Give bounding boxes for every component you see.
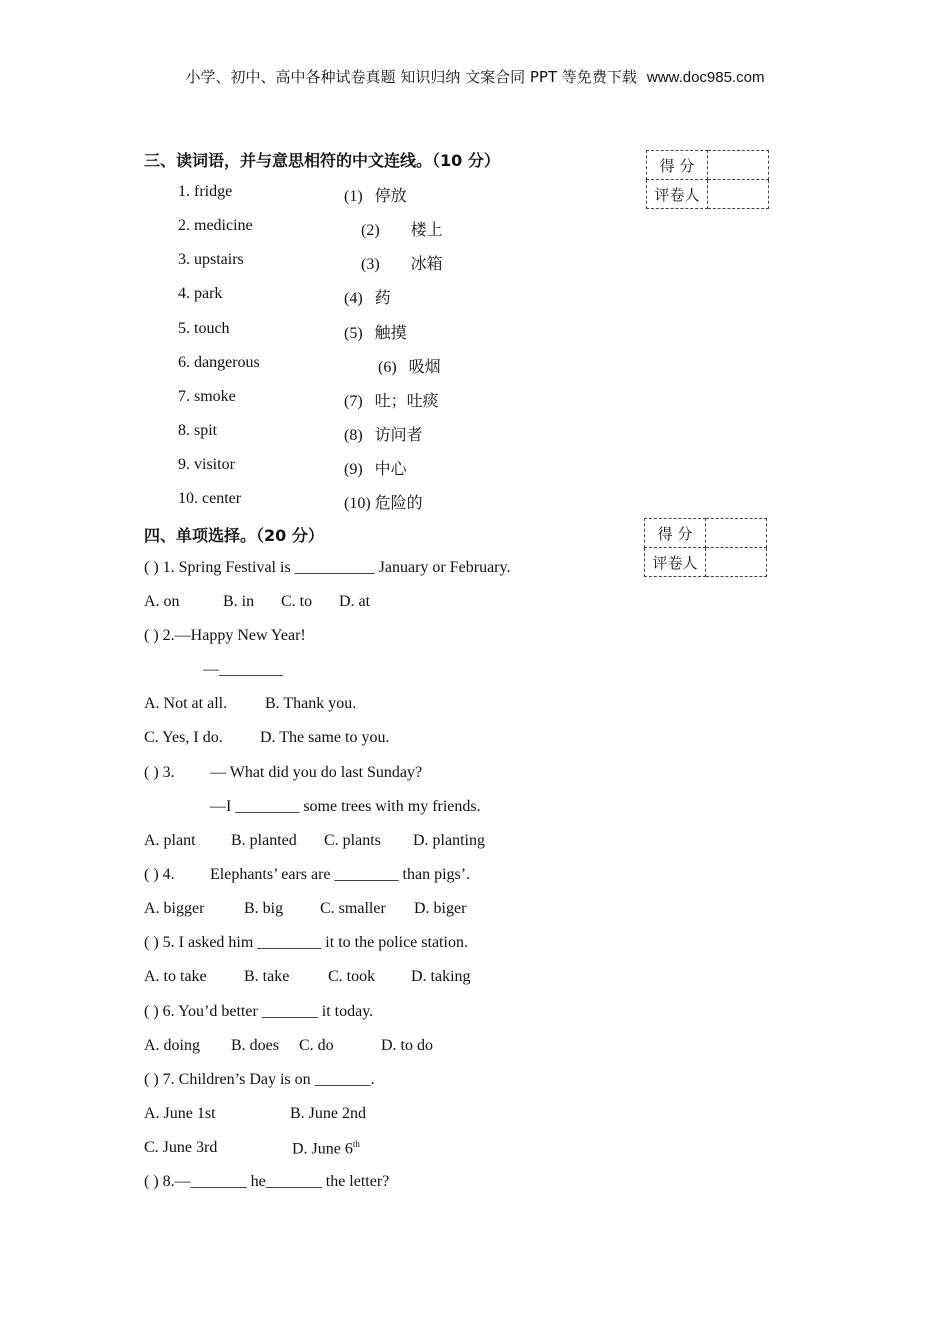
section-3-title: 三、读词语，并与意思相符的中文连线。（10 分） [144,151,500,170]
option: B. in [223,593,255,610]
option: D. biger [414,900,467,917]
meaning-item [344,320,407,343]
option: C. Yes, I do. [144,729,223,746]
question-6: ( ) 6. You’d better _______ it today. [144,1003,374,1020]
question-1: ( ) 1. Spring Festival is __________ January or February. [144,559,511,576]
option: D. to do [381,1037,433,1054]
word-item: 6. dangerous [178,354,260,371]
option: D. at [339,593,371,610]
question-4: ( ) 4. [144,866,175,883]
meaning-text: 冰箱 [410,256,443,273]
option: A. Not at all. [144,695,228,712]
word-item: 7. smoke [178,388,236,405]
option: A. to take [144,968,207,985]
meaning-num: (7) [344,393,363,410]
header-site: www.doc985.com [646,69,765,86]
score-blank [708,151,769,180]
option [292,1139,360,1158]
score-blank [706,519,767,548]
word-item: 10. center [178,490,242,507]
option: B. big [244,900,284,917]
option: B. June 2nd [290,1105,366,1122]
meaning-text: 触摸 [374,325,407,342]
question-3-text: — What did you do last Sunday? [210,764,423,781]
meaning-item [378,354,441,377]
meaning-item [361,217,443,240]
option: C. do [299,1037,334,1054]
answer-blank: —________ [203,661,283,678]
meaning-num: (9) [344,461,363,478]
meaning-num: (10) [344,495,371,512]
question-3-answer: —I ________ some trees with my friends. [210,798,481,815]
option: C. plants [324,832,381,849]
meaning-num: (3) [361,256,380,273]
score-box-section-3 [646,150,769,209]
option: B. does [231,1037,279,1054]
meaning-item [344,456,407,479]
option: C. June 3rd [144,1139,218,1156]
question-3: ( ) 3. [144,764,175,781]
question-5: ( ) 5. I asked him ________ it to the police station. [144,934,468,951]
option: D. planting [413,832,485,849]
meaning-text: 楼上 [410,222,443,239]
meaning-item [344,490,423,513]
meaning-num: (2) [361,222,380,239]
word-item: 8. spit [178,422,218,439]
grader-label: 评卷人 [647,180,708,209]
option: C. took [328,968,376,985]
meaning-text: 药 [374,290,391,307]
meaning-item [344,422,423,445]
meaning-text: 访问者 [374,427,423,444]
word-item: 2. medicine [178,217,253,234]
word-item: 4. park [178,285,223,302]
question-8: ( ) 8.—_______ he_______ the letter? [144,1173,390,1190]
meaning-text: 危险的 [374,495,423,512]
question-4-text: Elephants’ ears are ________ than pigs’. [210,866,471,883]
option: C. smaller [320,900,386,917]
meaning-num: (8) [344,427,363,444]
section-4-title: 四、单项选择。（20 分） [144,526,324,545]
option: A. doing [144,1037,200,1054]
question-2: ( ) 2.—Happy New Year! [144,627,306,644]
meaning-item [344,183,407,206]
header-text: 小学、初中、高中各种试卷真题 知识归纳 文案合同 PPT 等免费下载 [185,68,637,86]
score-label: 得 分 [647,151,708,180]
meaning-item [344,285,391,308]
word-item: 3. upstairs [178,251,244,268]
grader-blank [708,180,769,209]
score-label: 得 分 [645,519,706,548]
option: B. take [244,968,290,985]
word-item: 1. fridge [178,183,233,200]
meaning-num: (1) [344,188,363,205]
meaning-text: 吸烟 [408,359,441,376]
meaning-item [344,388,439,411]
page-header [0,66,950,87]
option-superscript: th [352,1139,360,1149]
meaning-num: (5) [344,325,363,342]
question-7: ( ) 7. Children’s Day is on _______. [144,1071,375,1088]
option: D. The same to you. [260,729,390,746]
option: A. on [144,593,180,610]
meaning-item [361,251,443,274]
option: A. plant [144,832,196,849]
grader-blank [706,548,767,577]
option: B. Thank you. [265,695,357,712]
option: D. taking [411,968,471,985]
option: B. planted [231,832,297,849]
meaning-num: (6) [378,359,397,376]
score-box-section-4 [644,518,767,577]
option-text: D. June 6 [292,1140,353,1158]
option: A. June 1st [144,1105,216,1122]
grader-label: 评卷人 [645,548,706,577]
meaning-text: 停放 [374,188,407,205]
meaning-text: 吐；吐痰 [374,393,439,410]
meaning-text: 中心 [374,461,407,478]
meaning-num: (4) [344,290,363,307]
word-item: 5. touch [178,320,230,337]
option: C. to [281,593,313,610]
option: A. bigger [144,900,205,917]
word-item: 9. visitor [178,456,235,473]
